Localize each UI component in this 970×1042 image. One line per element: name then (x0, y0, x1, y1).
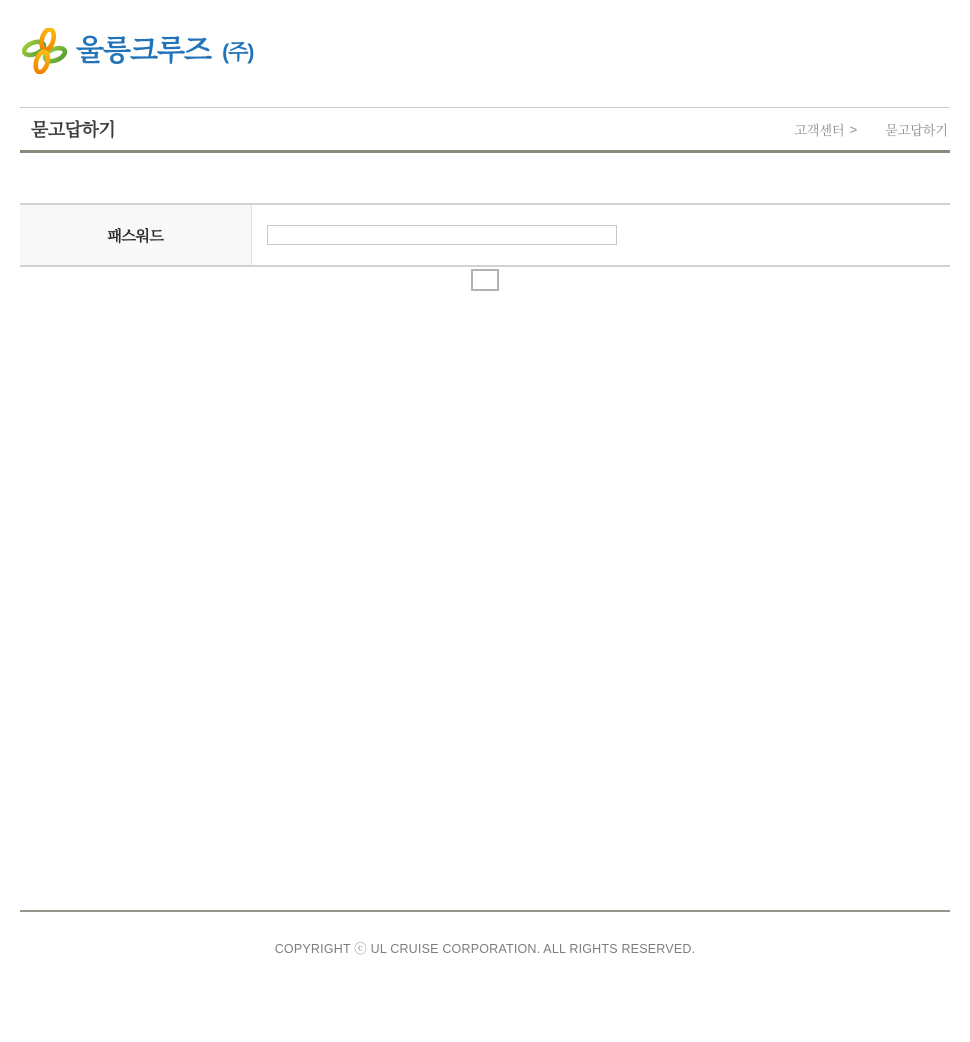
password-input[interactable] (267, 225, 617, 245)
page-title: 묻고답하기 (31, 120, 116, 140)
company-suffix: (주) (222, 41, 254, 64)
breadcrumb-separator: > (849, 121, 858, 137)
password-label-cell (20, 205, 252, 265)
copyright-text: COPYRIGHT ⓒ UL CRUISE CORPORATION. ALL RIGHTS RESERVED. (274, 942, 696, 956)
flower-pinwheel-icon (22, 28, 68, 74)
footer (20, 910, 950, 957)
company-logo[interactable] (22, 28, 253, 74)
breadcrumb (794, 120, 950, 139)
password-input-cell (252, 205, 950, 265)
titlebar (20, 107, 950, 153)
breadcrumb-current[interactable]: 묻고답하기 (885, 122, 948, 138)
breadcrumb-parent[interactable]: 고객센터 (794, 122, 845, 138)
company-name: 울릉크루즈 (76, 34, 212, 67)
submit-button[interactable] (471, 269, 499, 291)
password-label: 패스워드 (107, 227, 164, 245)
password-form-table (20, 203, 950, 267)
submit-button-row (0, 269, 970, 291)
